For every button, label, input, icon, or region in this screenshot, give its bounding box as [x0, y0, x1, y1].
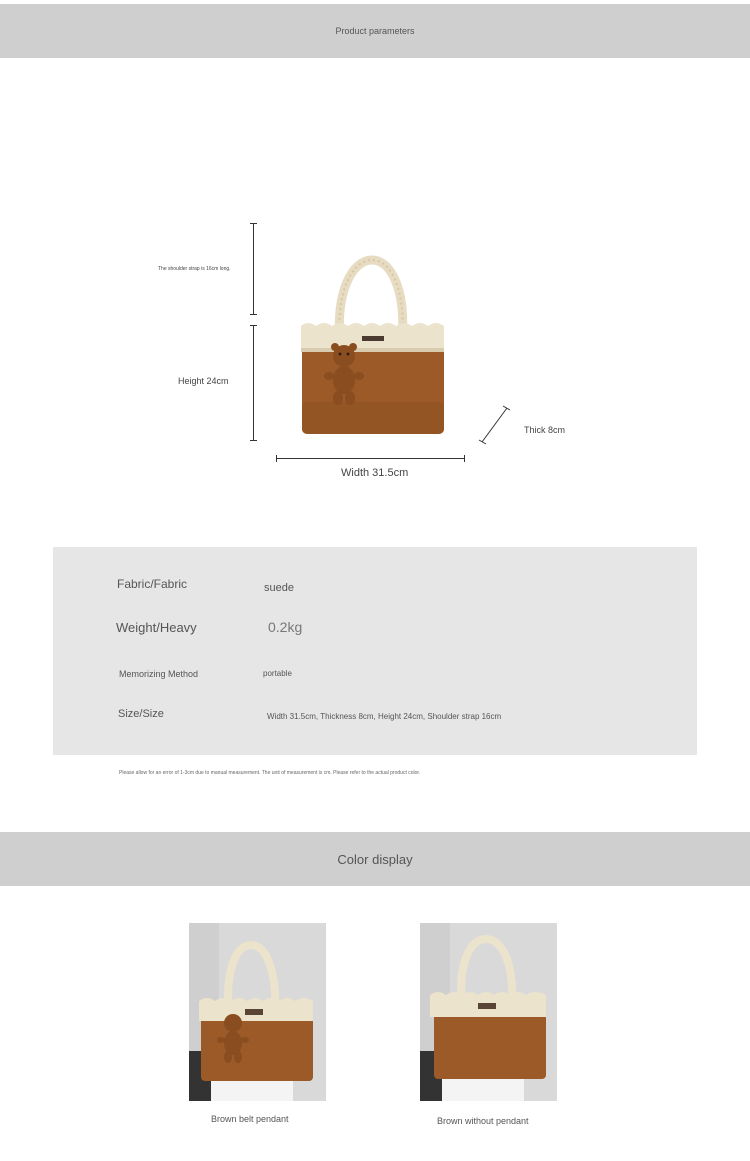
- measurement-note: Please allow for an error of 1-3cm due to manual measurement. The unit of measurement is cm. Please refer to the actual product color.: [119, 770, 421, 776]
- param-label-weight: Weight/Heavy: [116, 620, 197, 635]
- thick-measure-line: [478, 404, 512, 446]
- param-value-weight: 0.2kg: [268, 619, 303, 635]
- section-banner-parameters: [0, 4, 750, 58]
- section-banner-color: [0, 832, 750, 886]
- parameters-panel: [53, 547, 697, 755]
- param-label-size: Size/Size: [118, 708, 164, 720]
- param-value-fabric: suede: [264, 582, 294, 594]
- param-label-fabric: Fabric/Fabric: [117, 577, 188, 591]
- color-caption-with-pendant: Brown belt pendant: [211, 1114, 289, 1124]
- color-option-without-pendant[interactable]: [420, 923, 557, 1101]
- width-measure-line: [276, 458, 465, 459]
- color-caption-without-pendant: Brown without pendant: [437, 1116, 529, 1126]
- height-measure-line: [253, 325, 254, 441]
- color-photo-with-pendant: [189, 923, 326, 1101]
- param-value-method: portable: [263, 669, 292, 678]
- height-label: Height 24cm: [178, 376, 229, 386]
- section-title: Color display: [337, 851, 413, 867]
- strap-label: The shoulder strap is 16cm long.: [158, 266, 231, 272]
- thick-label: Thick 8cm: [524, 425, 566, 435]
- param-label-method: Memorizing Method: [119, 669, 199, 679]
- width-label: Width 31.5cm: [341, 467, 409, 479]
- section-title: Product parameters: [335, 26, 415, 36]
- param-value-size: Width 31.5cm, Thickness 8cm, Height 24cm, Shoulder strap 16cm: [267, 712, 502, 721]
- color-photo-without-pendant: [420, 923, 557, 1101]
- product-bag-image: [296, 252, 448, 438]
- color-option-with-pendant[interactable]: [189, 923, 326, 1101]
- strap-measure-line: [253, 223, 254, 315]
